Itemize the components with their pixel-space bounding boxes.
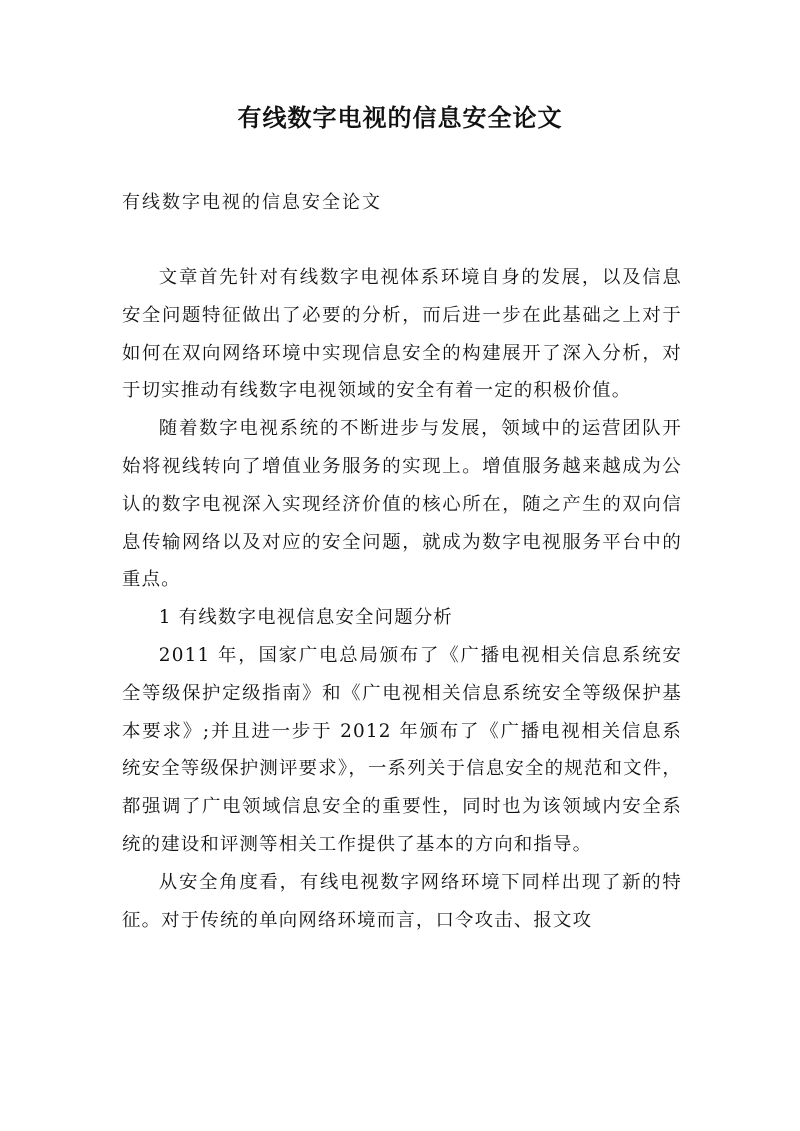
paragraph-security-features: 从安全角度看，有线电视数字网络环境下同样出现了新的特征。对于传统的单向网络环境而言，口令攻击、报文攻 (122, 871, 682, 931)
document-title: 有线数字电视的信息安全论文 (237, 104, 563, 132)
section-heading-1: 1 有线数字电视信息安全问题分析 (158, 607, 454, 629)
document-body (122, 259, 682, 939)
paragraph-abstract: 文章首先针对有线数字电视体系环境自身的发展，以及信息安全问题特征做出了必要的分析，而后进一步在此基础之上对于如何在双向网络环境中实现信息安全的构建展开了深入分析，对于切实推动有线数字电视领域的安全有着一定的积极价值。 (122, 267, 682, 402)
paragraph-regulations: 2011 年，国家广电总局颁布了《广播电视相关信息系统安全等级保护定级指南》和《广电视相关信息系统安全等级保护基本要求》;并且进一步于 2012 年颁布了《广播电视相关信息系统安全等级保护测评要求》，一系列关于信息安全的规范和文件，都强调了广电领域信息安全的重要性，同时也为该领域内安全系统的建设和评测等相关工作提供了基本的方向和指导。 (122, 644, 682, 855)
paragraph-intro: 随着数字电视系统的不断进步与发展，领域中的运营团队开始将视线转向了增值业务服务的实现上。增值服务越来越成为公认的数字电视深入实现经济价值的核心所在，随之产生的双向信息传输网络以及对应的安全问题，就成为数字电视服务平台中的重点。 (122, 418, 682, 591)
document-subtitle: 有线数字电视的信息安全论文 (122, 192, 382, 213)
